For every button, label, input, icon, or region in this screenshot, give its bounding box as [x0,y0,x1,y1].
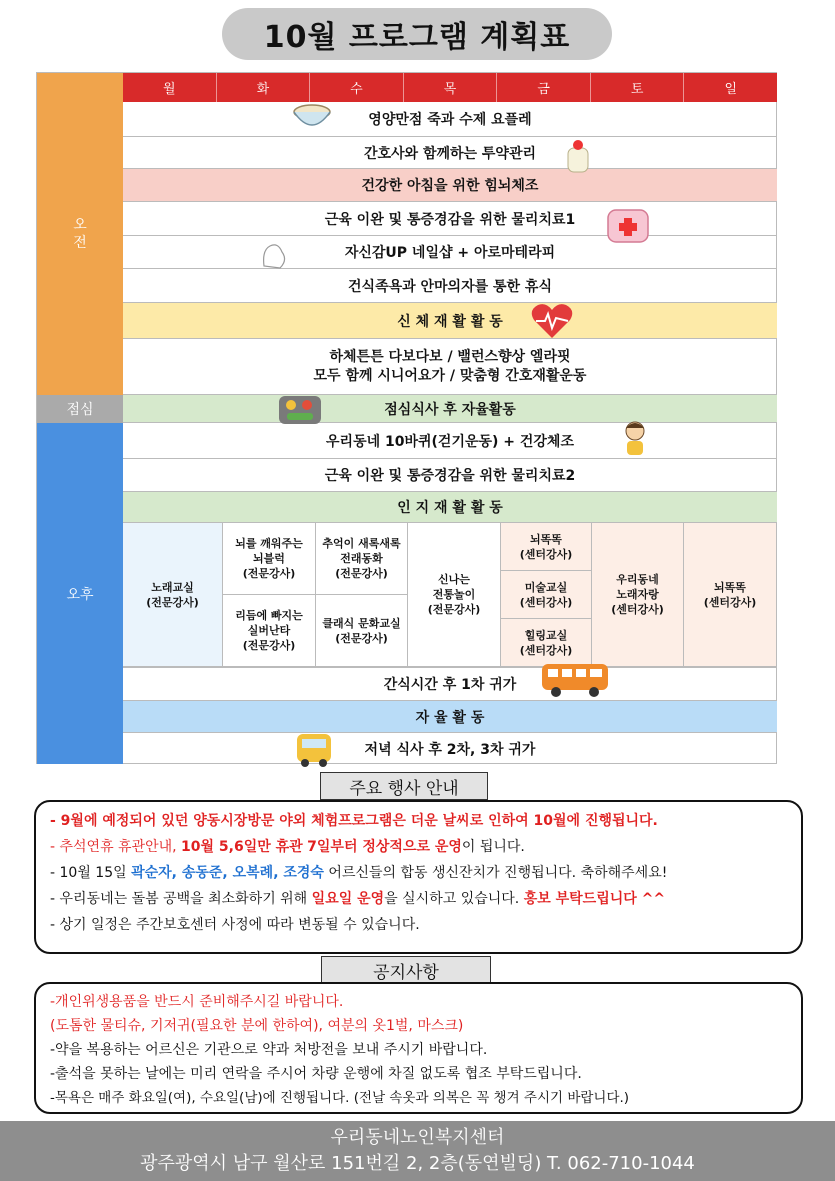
program-row: 간호사와 함께하는 투약관리 [123,137,777,169]
lunch-row: 점심식사 후 자율활동 [123,395,777,423]
notice-line: (도톰한 물티슈, 기저귀(필요한 분에 한하여), 여분의 옷1벌, 마스크) [50,1018,464,1034]
program-row: 영양만점 죽과 수제 요플레 [123,102,777,137]
day-wed: 수 [310,73,404,102]
day-sat: 토 [591,73,685,102]
program-row: 건식족욕과 안마의자를 통한 휴식 [123,269,777,303]
day-fri: 금 [497,73,591,102]
period-afternoon: 오후 [37,423,123,764]
program-row: 자신감UP 네일샵 + 아로마테라피 [123,236,777,269]
walking-boy-icon [615,418,655,464]
day-thu: 목 [404,73,498,102]
grid-cell-fri-2: 미술교실 (센터강사) [501,571,592,619]
period-lunch: 점심 [37,395,123,423]
grid-cell-fri-1: 뇌똑똑 (센터강사) [501,523,592,571]
day-tue: 화 [217,73,311,102]
grid-cell-tue-bottom: 리듬에 빠지는 실버난타 (전문강사) [223,595,316,667]
day-mon: 월 [123,73,217,102]
grid-cell-tue-top: 뇌를 깨워주는 뇌블럭 (전문강사) [223,523,316,595]
event-line: - 10월 15일 곽순자, 송동준, 오복례, 조경숙 어르신들의 합동 생신잔치가 진행됩니다. 축하해주세요! [50,865,668,881]
yogurt-jar-icon [563,138,593,174]
grid-cell-wed-top: 추억이 새록새록 전래동화 (전문강사) [316,523,408,595]
program-row: 인 지 재 활 활 동 [123,492,777,523]
program-row: 건강한 아침을 위한 힘뇌체조 [123,169,777,202]
grid-cell-mon: 노래교실 (전문강사) [123,523,223,667]
day-header [123,73,777,102]
grid-cell-sat: 우리동네 노래자랑 (센터강사) [592,523,684,667]
program-row: 우리동네 10바퀴(걷기운동) + 건강체조 [123,423,777,459]
notice-box [34,982,803,1114]
heart-rate-icon [530,302,574,340]
center-address: 광주광역시 남구 월산로 151번길 2, 2층(동연빌딩) T. 062-710-1044 [140,1153,695,1174]
program-row: 근육 이완 및 통증경감을 위한 물리치료2 [123,459,777,492]
grid-cell-sun: 뇌똑똑 (센터강사) [684,523,776,667]
notice-line: -목욕은 매주 화요일(여), 수요일(남)에 진행됩니다. (전날 속옷과 의복은 꼭 챙겨 주시기 바랍니다.) [50,1090,630,1106]
nail-hand-icon [258,236,292,272]
page-title: 10월 프로그램 계획표 [222,8,612,60]
orange-bus-icon [540,660,612,698]
program-row: 신 체 재 활 활 동 [123,303,777,339]
program-row: 저녁 식사 후 2차, 3차 귀가 [364,741,536,758]
events-box [34,800,803,954]
program-row: 간식시간 후 1차 귀가 [123,668,777,701]
cognitive-activity-grid [123,523,777,668]
event-line: - 상기 일정은 주간보호센터 사정에 따라 변동될 수 있습니다. [50,917,420,933]
grid-cell-fri-3: 힐링교실 (센터강사) [501,619,592,667]
period-morning: 오 전 [37,73,123,395]
yellow-bus-icon [293,730,339,770]
notice-line: -출석을 못하는 날에는 미리 연락을 주시어 차량 운행에 차질 없도록 협조 부탁드립니다. [50,1066,582,1082]
event-line: - 추석연휴 휴관안내, 10월 5,6일만 휴관 7일부터 정상적으로 운영이 됩니다. [50,839,525,855]
porridge-bowl-icon [290,100,334,132]
center-name: 우리동네노인복지센터 [330,1127,505,1148]
notice-line: -개인위생용품을 반드시 준비해주시길 바랍니다. [50,994,344,1010]
grid-cell-thu: 신나는 전통놀이 (전문강사) [408,523,501,667]
lunch-tray-icon [277,392,323,428]
program-row: 자 율 활 동 [123,701,777,733]
grid-cell-wed-bottom: 클래식 문화교실 (전문강사) [316,595,408,667]
event-line: - 9월에 예정되어 있던 양동시장방문 야외 체험프로그램은 더운 날씨로 인하여 10월에 진행됩니다. [50,813,658,829]
events-heading: 주요 행사 안내 [320,772,488,800]
program-row: 하체튼튼 다보다보 / 밸런스향상 엘라핏 모두 함께 시니어요가 / 맞춤형 간호재활운동 [123,339,777,395]
event-line: - 우리동네는 돌봄 공백을 최소화하기 위해 일요일 운영을 실시하고 있습니다. 홍보 부탁드립니다 ^^ [50,891,666,907]
program-row: 근육 이완 및 통증경감을 위한 물리치료1 [123,202,777,236]
notice-heading: 공지사항 [321,956,491,984]
schedule-table [36,72,777,764]
day-sun: 일 [724,82,738,97]
notice-line: -약을 복용하는 어르신은 기관으로 약과 처방전을 보내 주시기 바랍니다. [50,1042,488,1058]
footer [0,1121,835,1181]
first-aid-kit-icon [604,200,652,246]
